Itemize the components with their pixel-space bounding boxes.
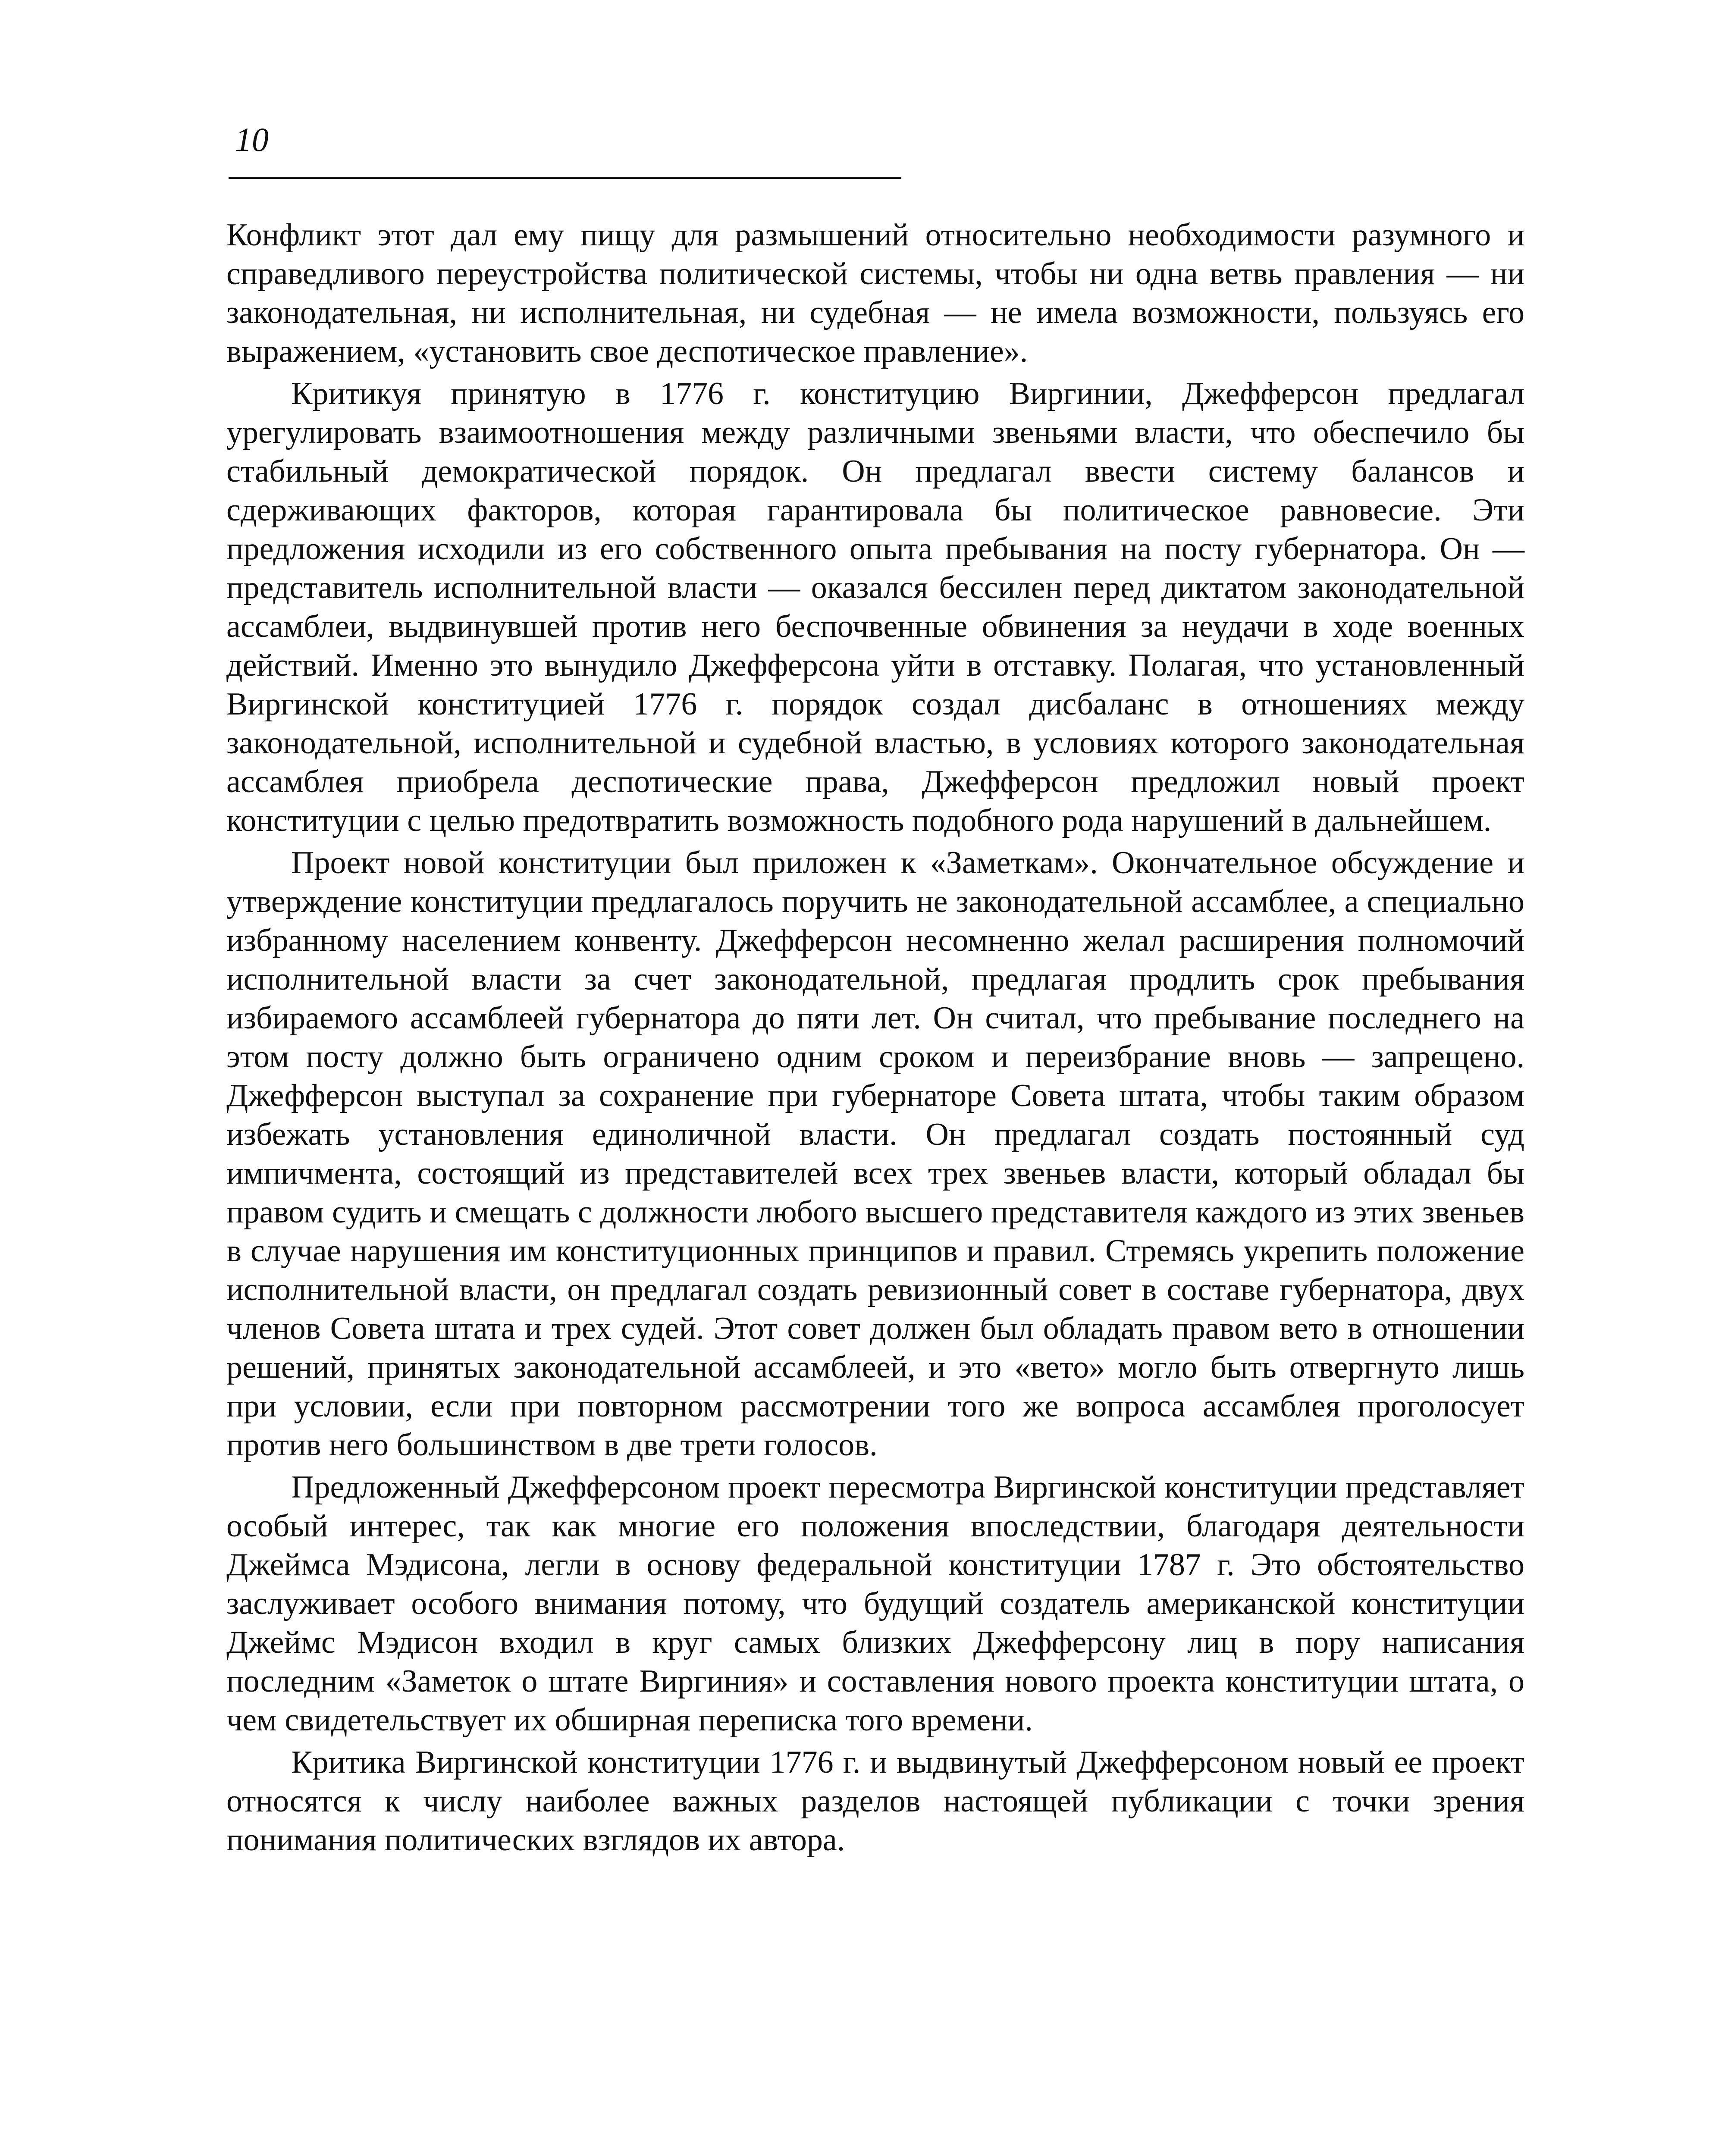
header-rule <box>229 177 901 179</box>
paragraph-1: Конфликт этот дал ему пищу для размышений относительно необходимости разумного и справедливого переустройства политической системы, чтобы ни одна ветвь правления — ни законодательная, ни исполнительная, ни судебная — не имела возможности, пользуясь его выражением, «установить свое деспотическое правление». <box>226 217 1524 369</box>
paragraph-5: Критика Виргинской конституции 1776 г. и выдвинутый Джефферсоном новый ее проект относятся к числу наиболее важных разделов настоящей публикации с точки зрения понимания политических взглядов их автора. <box>226 1745 1524 1858</box>
body-text <box>226 216 1524 1859</box>
paragraph-4: Предложенный Джефферсоном проект пересмотра Виргинской конституции представляет особый интерес, так как многие его положения впоследствии, благодаря деятельности Джеймса Мэдисона, легли в основу федеральной конституции 1787 г. Это обстоятельство заслуживает особого внимания потому, что будущий создатель американской конституции Джеймс Мэдисон входил в круг самых близких Джефферсону лиц в пору написания последним «Заметок о штате Виргиния» и составления нового проекта конституции штата, о чем свидетельствует их обширная переписка того времени. <box>226 1470 1524 1738</box>
paragraph-2: Критикуя принятую в 1776 г. конституцию Виргинии, Джефферсон предлагал урегулировать взаимоотношения между различными звеньями власти, что обеспечило бы стабильный демократической порядок. Он предлагал ввести систему балансов и сдерживающих факторов, которая гарантировала бы политическое равновесие. Эти предложения исходили из его собственного опыта пребывания на посту губернатора. Он — представитель исполнительной власти — оказался бессилен перед диктатом законодательной ассамблеи, выдвинувшей против него беспочвенные обвинения за неудачи в ходе военных действий. Именно это вынудило Джефферсона уйти в отставку. Полагая, что установленный Виргинской конституцией 1776 г. порядок создал дисбаланс в отношениях между законодательной, исполнительной и судебной властью, в условиях которого законодательная ассамблея приобрела деспотические права, Джефферсон предложил новый проект конституции с целью предотвратить возможность подобного рода нарушений в дальнейшем. <box>226 376 1524 838</box>
page-number: 10 <box>235 121 269 158</box>
paragraph-3: Проект новой конституции был приложен к «Заметкам». Окончательное обсуждение и утверждение конституции предлагалось поручить не законодательной ассамблее, а специально избранному населением конвенту. Джефферсон несомненно желал расширения полномочий исполнительной власти за счет законодательной, предлагая продлить срок пребывания избираемого ассамблеей губернатора до пяти лет. Он считал, что пребывание последнего на этом посту должно быть ограничено одним сроком и переизбрание вновь — запрещено. Джефферсон выступал за сохранение при губернаторе Совета штата, чтобы таким образом избежать установления единоличной власти. Он предлагал создать постоянный суд импичмента, состоящий из представителей всех трех звеньев власти, который обладал бы правом судить и смещать с должности любого высшего представителя каждого из этих звеньев в случае нарушения им конституционных принципов и правил. Стремясь укрепить положение исполнительной власти, он предлагал создать ревизионный совет в составе губернатора, двух членов Совета штата и трех судей. Этот совет должен был обладать правом вето в отношении решений, принятых законодательной ассамблеей, и это «вето» могло быть отвергнуто лишь при условии, если при повторном рассмотрении того же вопроса ассамблея проголосует против него большинством в две трети голосов. <box>226 845 1524 1463</box>
